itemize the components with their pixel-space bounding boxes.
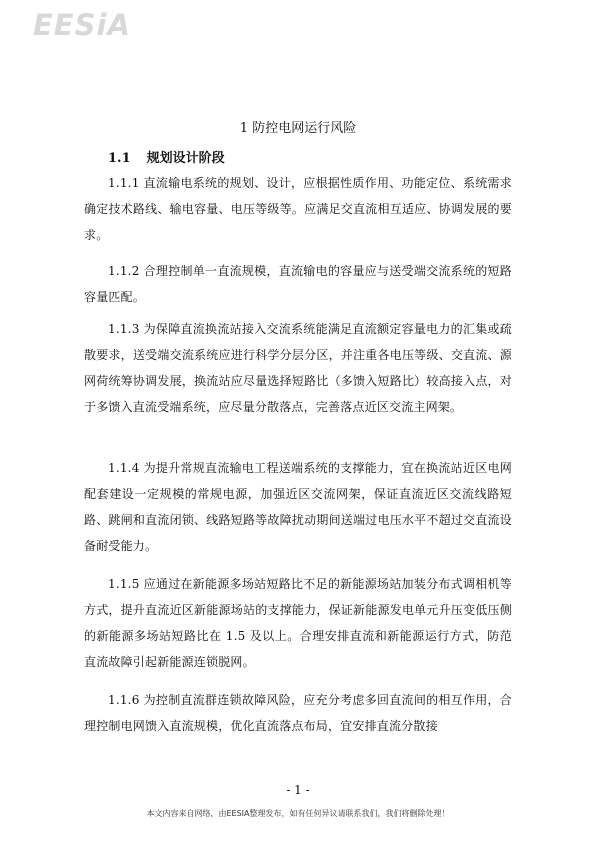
page-number: - 1 - (286, 783, 310, 797)
paragraph-1-1-5: 1.1.5 应通过在新能源多场站短路比不足的新能源场站加装分布式调相机等方式，提升直流近区新能源场站的支撑能力，保证新能源发电单元升压变低压侧的新能源多场站短路比在 1.5 及以上。合理安排直流和新能源运行方式，防范直流故障引起新能源连锁脱网。 (84, 577, 512, 669)
paragraph-1-1-6: 1.1.6 为控制直流群连锁故障风险，应充分考虑多回直流间的相互作用，合理控制电网馈入直流规模，优化直流落点布局，宜安排直流分散接 (84, 693, 512, 733)
chapter-title: 1 防控电网运行风险 (239, 121, 357, 136)
section-heading (108, 147, 225, 166)
paragraph-1-1-2: 1.1.2 合理控制单一直流规模，直流输电的容量应与送受端交流系统的短路容量匹配。 (84, 264, 512, 304)
paragraph-1-1-3: 1.1.3 为保障直流换流站接入交流系统能满足直流额定容量电力的汇集或疏散要求，送受端交流系统应进行科学分层分区，并注重各电压等级、交直流、源网荷统筹协调发展，换流站应尽量选择短路比（多馈入短路比）较高接入点，对于多馈入直流受端系统，应尽量分散落点，完善落点近区交流主网架。 (84, 322, 512, 414)
section-number: 1.1 (108, 151, 131, 166)
paragraph-1-1-4: 1.1.4 为提升常规直流输电工程送端系统的支撑能力，宜在换流站近区电网配套建设一定规模的常规电源，加强近区交流网架，保证直流近区交流线路短路、跳闸和直流闭锁、线路短路等故障扰动期间送端过电压水平不超过交直流设备耐受能力。 (84, 461, 512, 553)
eesia-logo: EESiA (33, 8, 131, 42)
paragraph-1-1-1: 1.1.1 直流输电系统的规划、设计，应根据性质作用、功能定位、系统需求确定技术路线、输电容量、电压等级等。应满足交直流相互适应、协调发展的要求。 (84, 176, 512, 242)
section-title: 规划设计阶段 (146, 151, 225, 166)
footer-disclaimer: 本文内容来自网络，由EESIA整理发布，如有任何异议请联系我们，我们将删除处理！ (146, 809, 450, 818)
